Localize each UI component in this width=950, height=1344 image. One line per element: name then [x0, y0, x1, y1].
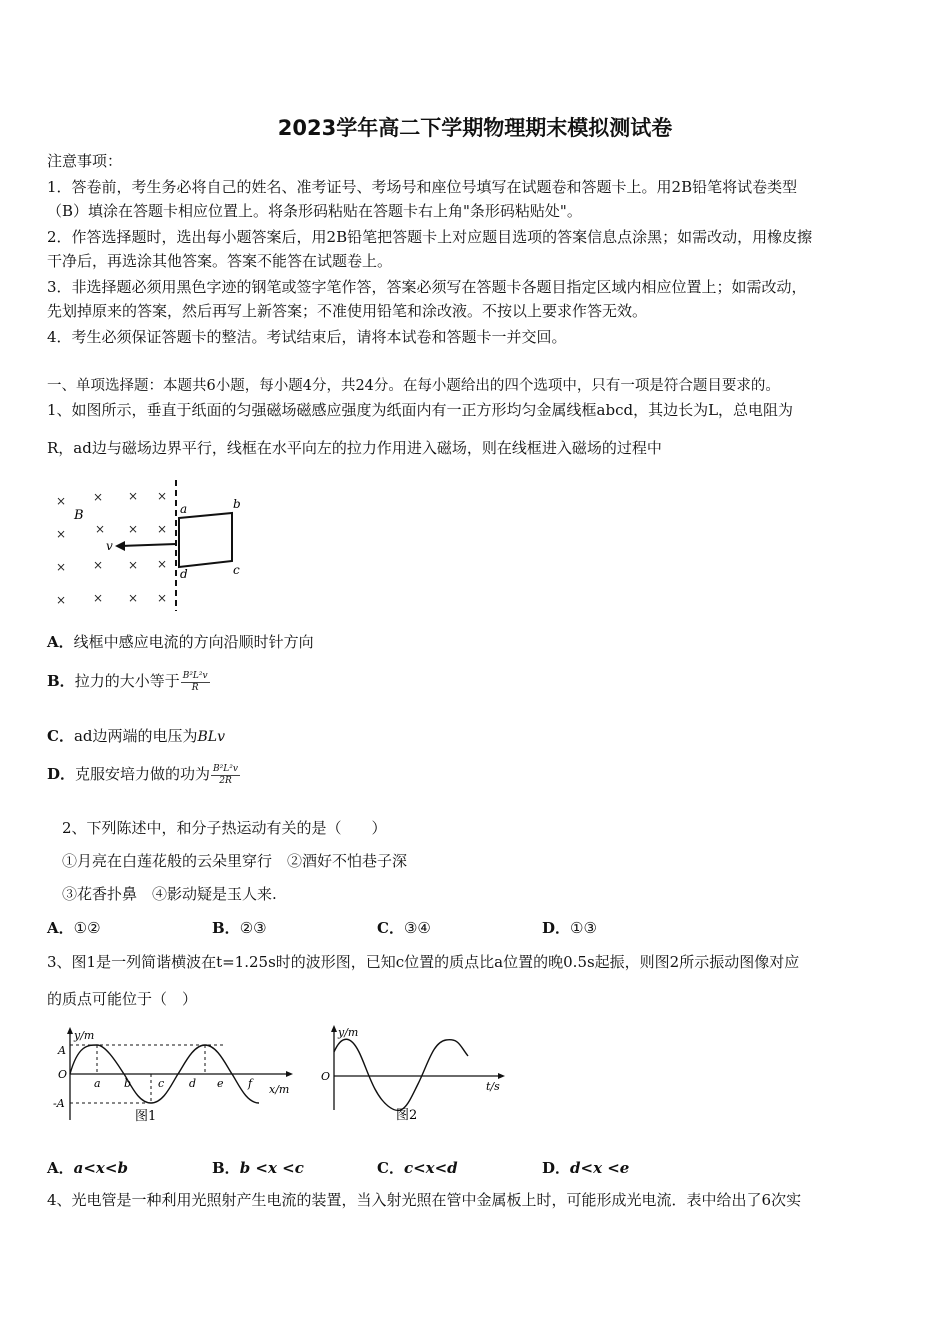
y-axis-arrow — [67, 1027, 73, 1034]
origin-label: O — [58, 1068, 68, 1081]
q4-stem-line1: 4、光电管是一种利用光照射产生电流的装置，当入射光照在管中金属板上时，可能形成光电流．表中给出了6次实 — [47, 1191, 802, 1209]
fraction-numerator: B²L²v — [213, 763, 238, 774]
q2-statement-line: ①月亮在白莲花般的云朵里穿行 ②酒好不怕巷子深 — [62, 852, 408, 870]
q3-wave-figure-1 — [48, 1025, 298, 1125]
formula-fraction — [211, 764, 240, 787]
corner-label-b: b — [233, 497, 241, 511]
notice-line: 先划掉原来的答案，然后再写上新答案；不准使用铅笔和涂改液。不按以上要求作答无效。 — [47, 302, 648, 320]
cross-mark: × — [157, 591, 168, 605]
notice-line: 4．考生必须保证答题卡的整洁。考试结束后，请将本试卷和答题卡一并交回。 — [47, 328, 567, 346]
q1-option-b[interactable] — [47, 670, 210, 694]
position-label-e: e — [217, 1077, 224, 1090]
fraction-denominator: 2R — [219, 775, 232, 786]
velocity-arrowhead — [115, 541, 125, 551]
option-label: C． — [377, 1159, 404, 1177]
position-label-b: b — [124, 1077, 132, 1090]
position-label-a: a — [94, 1077, 101, 1090]
cross-mark: × — [56, 560, 67, 574]
option-label: A． — [47, 633, 74, 651]
cross-mark: × — [93, 558, 104, 572]
cross-mark: × — [93, 591, 104, 605]
option-label: C． — [377, 919, 404, 937]
section-heading: 一、单项选择题：本题共6小题，每小题4分，共24分。在每小题给出的四个选项中，只有一项是符合题目要求的。 — [47, 378, 780, 394]
page-title: 2023学年高二下学期物理期末模拟测试卷 — [277, 116, 673, 140]
square-frame — [179, 513, 232, 567]
corner-label-c: c — [233, 563, 240, 577]
notice-line: 1．答卷前，考生务必将自己的姓名、准考证号、考场号和座位号填写在试题卷和答题卡上。用2B铅笔将试卷类型 — [47, 178, 798, 196]
notice-line: （B）填涂在答题卡相应位置上。将条形码粘贴在答题卡右上角"条形码粘贴处"。 — [47, 202, 582, 220]
position-labels — [94, 1077, 254, 1090]
figure-caption: 图1 — [135, 1109, 157, 1124]
option-text: 克服安培力做的功为 — [75, 765, 211, 783]
option-text: d<x <e — [570, 1159, 630, 1177]
formula: BLv — [197, 729, 225, 745]
q1-stem-line1: 1、如图所示，垂直于纸面的匀强磁场磁感应强度为纸面内有一正方形均匀金属线框abcd，其边长为L，总电阻为 — [47, 401, 794, 419]
option-text: ②③ — [239, 919, 267, 937]
q1-option-a[interactable] — [47, 631, 314, 652]
option-text: a<x<b — [73, 1159, 128, 1177]
option-text: ad边两端的电压为 — [73, 727, 198, 745]
option-label: B． — [47, 672, 75, 690]
vibration-curve — [334, 1039, 468, 1110]
option-text: ①③ — [570, 919, 597, 937]
option-label: C． — [47, 727, 74, 745]
cross-mark: × — [157, 489, 168, 503]
amplitude-label: A — [58, 1044, 66, 1057]
position-label-c: c — [158, 1077, 165, 1090]
y-axis-label: y/m — [74, 1029, 95, 1042]
q2-option-a[interactable] — [47, 917, 101, 938]
corner-label-a: a — [180, 502, 188, 516]
q3-option-b[interactable] — [212, 1157, 304, 1178]
t-axis-arrow — [498, 1073, 505, 1079]
velocity-label: v — [106, 539, 113, 553]
option-text: c<x<d — [403, 1159, 458, 1177]
y-axis-label: y/m — [338, 1026, 359, 1039]
q3-stem-line2: 的质点可能位于（ ） — [47, 990, 198, 1008]
option-label: B． — [212, 1159, 240, 1177]
option-label: A． — [47, 1159, 74, 1177]
notice-line: 2．作答选择题时，选出每小题答案后，用2B铅笔把答题卡上对应题目选项的答案信息点涂黑；如需改动，用橡皮擦 — [47, 228, 813, 246]
x-axis-label: x/m — [269, 1083, 290, 1096]
q3-option-a[interactable] — [47, 1157, 128, 1178]
q3-vibration-figure-2 — [318, 1022, 518, 1127]
notice-line: 干净后，再选涂其他答案。答案不能答在试题卷上。 — [47, 252, 393, 270]
position-label-f: f — [248, 1077, 253, 1090]
option-text: 线框中感应电流的方向沿顺时针方向 — [73, 633, 314, 651]
option-label: A． — [47, 919, 74, 937]
cross-mark: × — [56, 527, 67, 541]
option-label: B． — [212, 919, 240, 937]
cross-mark: × — [56, 593, 67, 607]
q1-magnetic-field-figure — [50, 478, 260, 613]
cross-mark: × — [128, 591, 139, 605]
q2-statement-line: ③花香扑鼻 ④影动疑是玉人来. — [62, 885, 277, 903]
t-axis-label: t/s — [486, 1080, 500, 1093]
q3-option-d[interactable] — [542, 1157, 629, 1178]
cross-mark: × — [128, 558, 139, 572]
q2-stem: 2、下列陈述中，和分子热运动有关的是（ ） — [62, 819, 387, 837]
neg-amplitude-label: -A — [53, 1097, 65, 1110]
origin-label: O — [321, 1070, 331, 1083]
q2-option-c[interactable] — [377, 917, 431, 938]
q1-stem-line2: R，ad边与磁场边界平行，线框在水平向左的拉力作用进入磁场，则在线框进入磁场的过程中 — [47, 439, 662, 457]
figure-caption: 图2 — [396, 1108, 418, 1123]
q3-stem-line1: 3、图1是一列简谐横波在t=1.25s时的波形图，已知c位置的质点比a位置的晚0.5s起振，则图2所示振动图像对应 — [47, 953, 800, 971]
field-label-B: B — [74, 508, 84, 523]
notice-line: 3．非选择题必须用黑色字迹的钢笔或签字笔作答，答案必须写在答题卡各题目指定区域内相应位置上；如需改动， — [47, 278, 807, 296]
cross-mark: × — [93, 490, 104, 504]
option-label: D． — [47, 765, 76, 783]
formula-fraction — [181, 671, 210, 694]
cross-mark: × — [95, 522, 106, 536]
q1-option-d[interactable] — [47, 763, 240, 787]
position-label-d: d — [189, 1077, 197, 1090]
option-text: b <x <c — [239, 1159, 304, 1177]
cross-mark: × — [157, 557, 168, 571]
option-text: ①② — [73, 919, 101, 937]
option-label: D． — [542, 1159, 571, 1177]
q3-option-c[interactable] — [377, 1157, 458, 1178]
cross-mark: × — [128, 522, 139, 536]
y-axis-arrow — [331, 1025, 337, 1032]
cross-mark: × — [157, 522, 168, 536]
option-label: D． — [542, 919, 571, 937]
x-axis-arrow — [286, 1071, 293, 1077]
option-text: 拉力的大小等于 — [74, 672, 180, 690]
velocity-arrow — [120, 544, 176, 546]
fraction-numerator: B²L²v — [182, 670, 208, 681]
q2-option-d[interactable] — [542, 917, 597, 938]
corner-label-d: d — [180, 567, 188, 581]
q2-option-b[interactable] — [212, 917, 267, 938]
fraction-denominator: R — [191, 682, 199, 693]
option-text: ③④ — [403, 919, 431, 937]
cross-mark: × — [56, 494, 67, 508]
cross-mark: × — [128, 489, 139, 503]
notice-heading: 注意事项： — [47, 152, 123, 170]
q1-option-c[interactable] — [47, 725, 225, 746]
